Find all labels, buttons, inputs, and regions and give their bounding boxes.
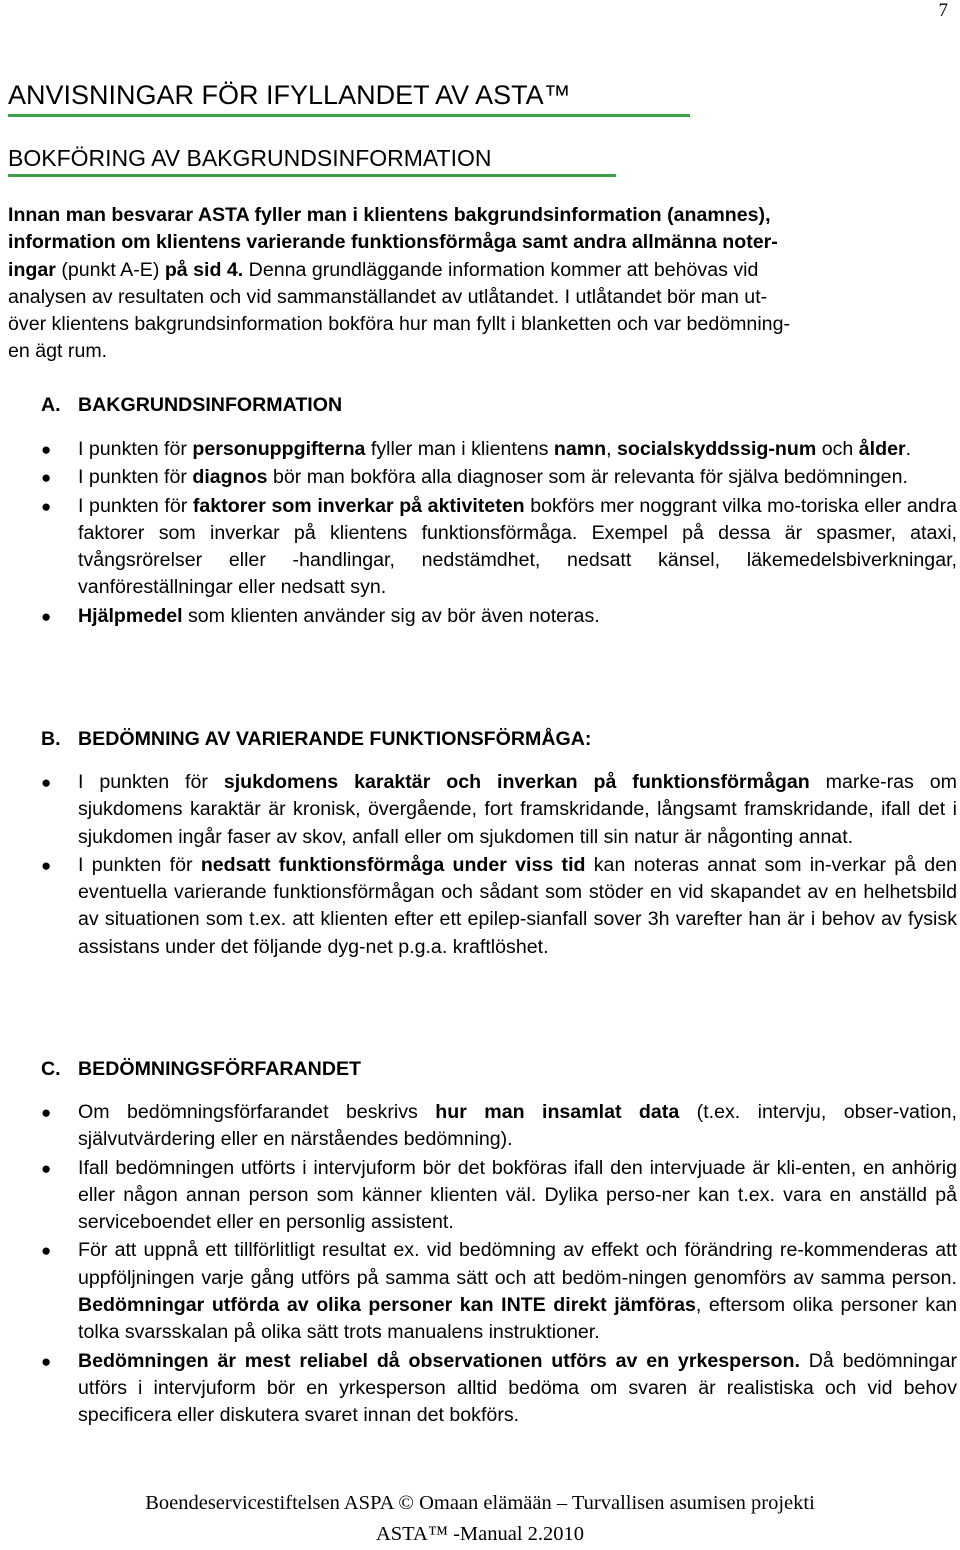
list-item: ● För att uppnå ett tillförlitligt resultat ex. vid bedömning av effekt och förändring re-kommenderas att uppföljningen varje gång utförs på samma sätt och att bedöm-ningen genomförs av samma person. Bedömningar utförda av olika personer kan INTE direkt jämföras, eftersom olika personer kan tolka svarsskalan på olika sätt trots manualens instruktioner. — [41, 1239, 957, 1344]
section-b-heading: B. BEDÖMNING AV VARIERANDE FUNKTIONSFÖRMÅGA: — [41, 728, 592, 750]
bullet-icon: ● — [41, 1241, 52, 1261]
page-footer — [0, 1488, 960, 1550]
section-subtitle: BOKFÖRING AV BAKGRUNDSINFORMATION — [8, 143, 616, 177]
bullet-icon: ● — [41, 606, 52, 626]
section-c-list — [41, 1099, 957, 1431]
bullet-icon: ● — [41, 773, 52, 792]
intro-line: Innan man besvarar ASTA fyller man i klientens bakgrundsinformation (anamnes), — [8, 204, 771, 226]
section-b-list — [41, 769, 957, 962]
list-item: ● I punkten för nedsatt funktionsförmåga under viss tid kan noteras annat som in-verkar på den eventuella varierande funktionsförmågan och sådant som stöder en vid skapandet av en helhetsbild av situationen som t.ex. att klienten efter ett epilep-sianfall sover 3h varefter han är i behov av fysisk assistans under det följande dyg-net p.g.a. kraftlöshet. — [41, 853, 957, 958]
section-c-heading: C. BEDÖMNINGSFÖRFARANDET — [41, 1058, 362, 1080]
list-item: ● I punkten för personuppgifterna fyller man i klientens namn, socialskyddssig-num och ålder. — [41, 436, 957, 463]
bullet-icon: ● — [41, 496, 52, 516]
list-item: ● Bedömningen är mest reliabel då observationen utförs av en yrkesperson. Då bedömningar utförs i intervjuform bör en yrkesperson alltid bedöma om svaren är realistiska och vid behov specificera eller diskutera svaret innan det bokförs. — [41, 1349, 958, 1427]
bullet-icon: ● — [41, 440, 52, 459]
footer-line: Boendeservicestiftelsen ASPA © Omaan elämään – Turvallisen asumisen projekti — [145, 1492, 815, 1514]
page-title: ANVISNINGAR FÖR IFYLLANDET AV ASTA™ — [8, 78, 690, 117]
section-a-list — [41, 436, 957, 631]
intro-line: ingar (punkt A-E) på sid 4. Denna grundläggande information kommer att behövas vid — [8, 258, 759, 281]
intro-paragraph — [8, 202, 956, 366]
intro-line: information om klientens varierande funktionsförmåga samt andra allmänna noter- — [8, 231, 778, 254]
list-item: ● Om bedömningsförfarandet beskrivs hur man insamlat data (t.ex. intervju, obser-vation, självutvärdering eller en närståendes bedömning). — [41, 1101, 957, 1151]
page-number: 7 — [938, 0, 948, 21]
footer-line: ASTA™ -Manual 2.2010 — [375, 1523, 585, 1545]
list-item: ● I punkten för faktorer som inverkar på aktiviteten bokförs mer noggrant vilka mo-toriska eller andra faktorer som inverkar på klientens funktionsförmåga. Exempel på dessa är spasmer, ataxi, tvångsrörelser eller -handlingar, nedstämdhet, nedsatt känsel, läkemedelsbiverkningar, vanföreställningar eller nedsatt syn. — [41, 494, 957, 599]
bullet-icon: ● — [41, 1351, 52, 1371]
list-item: ● I punkten för diagnos bör man bokföra alla diagnoser som är relevanta för själva bedömningen. — [41, 464, 957, 491]
intro-line: en ägt rum. — [8, 340, 108, 363]
bullet-icon: ● — [41, 1158, 52, 1178]
list-item: ● Ifall bedömningen utförts i intervjuform bör det bokföras ifall den intervjuade är kli-enten, en anhörig eller någon annan person som känner klienten väl. Dylika perso-ner kan t.ex. vara en anställd på serviceboendet eller en personlig assistent. — [41, 1156, 957, 1234]
bullet-icon: ● — [41, 855, 52, 875]
bullet-icon: ● — [41, 1103, 52, 1122]
section-a-heading: A. BAKGRUNDSINFORMATION — [41, 394, 343, 416]
bullet-icon: ● — [41, 468, 52, 488]
list-item: ● Hjälpmedel som klienten använder sig av bör även noteras. — [41, 603, 957, 630]
list-item: ● I punkten för sjukdomens karaktär och inverkan på funktionsförmågan marke-ras om sjukdomens karaktär är kronisk, övergående, fort framskridande, långsamt framskridande, ifall det i sjukdomen ingår faser av skov, anfall eller om sjukdomen till sin natur är någonting annat. — [41, 771, 957, 848]
intro-line: över klientens bakgrundsinformation bokföra hur man fyllt i blanketten och var bedömning- — [8, 313, 790, 336]
intro-line: analysen av resultaten och vid sammanställandet av utlåtandet. I utlåtandet bör man ut- — [8, 285, 768, 308]
